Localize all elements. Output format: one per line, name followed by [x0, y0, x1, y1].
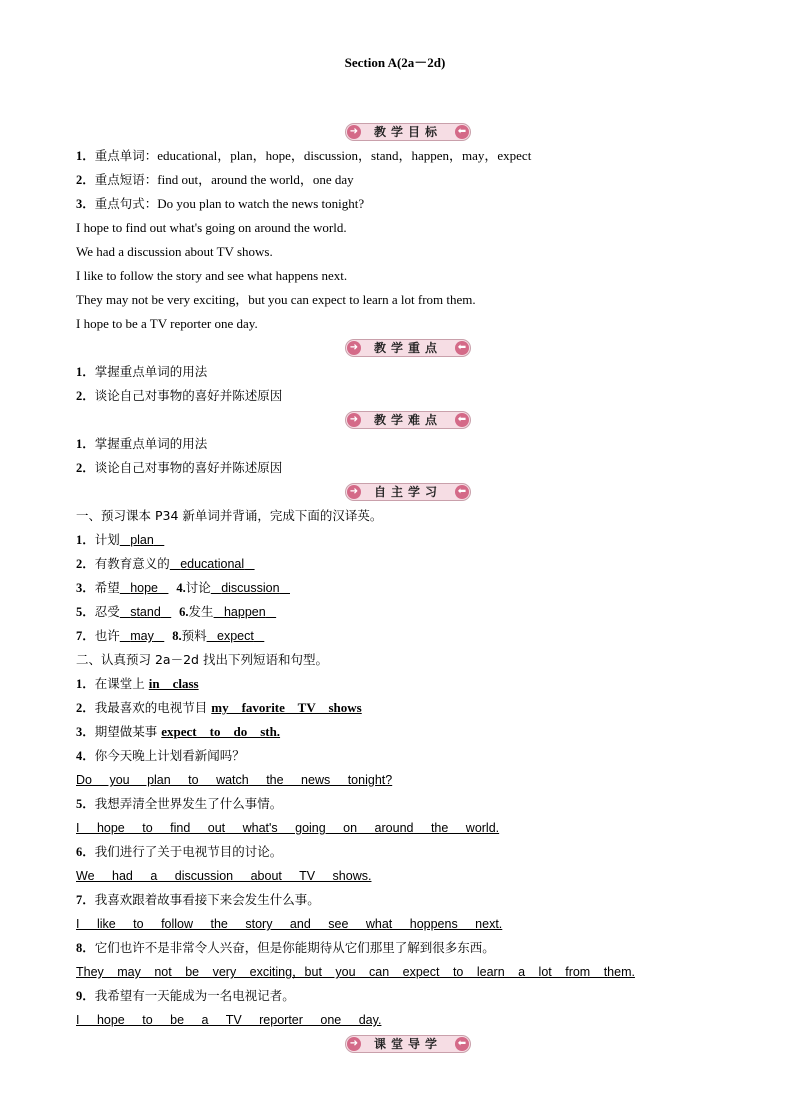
line-text: Do you plan to watch the news tonight? — [157, 196, 365, 211]
answer — [207, 629, 265, 643]
goal-line-3 — [76, 196, 364, 212]
line-label: 重点短语： — [94, 172, 158, 187]
line-number: 1． — [76, 365, 95, 379]
line-number: 4. — [176, 581, 186, 595]
line-number: 1． — [76, 149, 95, 163]
line-number: 2． — [76, 701, 95, 715]
key-point-2 — [76, 388, 282, 404]
key-point-1 — [76, 364, 207, 380]
sentence-answer-6: We had a discussion about TV shows. — [76, 869, 372, 883]
line-label: 重点句式： — [94, 196, 158, 211]
answer-text: stand — [130, 605, 161, 619]
sentence-prompt-9 — [76, 988, 295, 1004]
answer — [214, 605, 277, 619]
sentence-answer-4: Do you plan to watch the news tonight? — [76, 773, 393, 787]
banner-label: 教学难点 — [373, 413, 442, 427]
cn-prompt: 我喜欢跟着故事看接下来会发生什么事。 — [94, 892, 320, 907]
cn-prompt: 计划 — [94, 532, 120, 547]
line-number: 2． — [76, 461, 95, 475]
banner-label: 教学重点 — [373, 341, 442, 355]
arrow-left-icon: ⬅ — [455, 1037, 469, 1051]
answer-text: discussion — [221, 581, 280, 595]
arrow-left-icon: ⬅ — [455, 485, 469, 499]
answer-text: may — [130, 629, 154, 643]
arrow-right-icon: ➜ — [347, 485, 361, 499]
line-number: 3． — [76, 197, 95, 211]
sentence-answer-9: I hope to be a TV reporter one day. — [76, 1013, 382, 1027]
cn-prompt: 发生 — [188, 604, 214, 619]
line-number: 3． — [76, 581, 95, 595]
arrow-right-icon: ➜ — [347, 125, 361, 139]
sentence-prompt-4 — [76, 748, 245, 764]
answer — [120, 533, 164, 547]
line-text: 掌握重点单词的用法 — [94, 364, 208, 379]
banner-key-points — [345, 339, 471, 357]
cn-prompt: 忍受 — [94, 604, 120, 619]
line-number: 5． — [76, 605, 95, 619]
line-number: 2． — [76, 557, 95, 571]
answer — [120, 629, 164, 643]
difficulty-2 — [76, 460, 282, 476]
line-text: find out，around the world，one day — [157, 172, 354, 187]
cn-prompt: 也许 — [94, 628, 120, 643]
cn-prompt: 你今天晚上计划看新闻吗？ — [94, 748, 245, 763]
sentence-prompt-6 — [76, 844, 282, 860]
section-title: Section A(2a－2d) — [344, 55, 446, 70]
arrow-left-icon: ⬅ — [455, 125, 469, 139]
cn-prompt: 我想弄清全世界发生了什么事情。 — [94, 796, 283, 811]
goal-line-2 — [76, 172, 354, 188]
banner-difficulties — [345, 411, 471, 429]
vocab-item-7-8 — [76, 628, 264, 644]
line-text: 掌握重点单词的用法 — [94, 436, 208, 451]
line-number: 3． — [76, 725, 95, 739]
goal-sentence-2: We had a discussion about TV shows. — [76, 244, 273, 259]
answer-text: plan — [130, 533, 154, 547]
sentence-answer-7: I like to follow the story and see what hoppens next. — [76, 917, 503, 931]
answer — [120, 605, 171, 619]
sentence-prompt-8 — [76, 940, 495, 956]
cn-prompt: 期望做某事 — [94, 724, 158, 739]
line-number: 7． — [76, 893, 95, 907]
sentence-prompt-5 — [76, 796, 282, 812]
vocab-item-5-6 — [76, 604, 276, 620]
line-number: 2． — [76, 389, 95, 403]
goal-line-1 — [76, 148, 531, 164]
arrow-right-icon: ➜ — [347, 1037, 361, 1051]
phrase-item-2 — [76, 700, 362, 716]
line-number: 6. — [179, 605, 189, 619]
cn-prompt: 讨论 — [185, 580, 211, 595]
part1-heading: 一、预习课本 P34 新单词并背诵，完成下面的汉译英。 — [76, 508, 383, 523]
line-text: 谈论自己对事物的喜好并陈述原因 — [94, 388, 283, 403]
goal-sentence-4: They may not be very exciting，but you can expect to learn a lot from them. — [76, 292, 476, 307]
arrow-left-icon: ⬅ — [455, 413, 469, 427]
line-number: 1． — [76, 437, 95, 451]
banner-label: 课堂导学 — [373, 1037, 442, 1051]
arrow-right-icon: ➜ — [347, 341, 361, 355]
banner-self-study — [345, 483, 471, 501]
part2-heading: 二、认真预习 2a－2d 找出下列短语和句型。 — [76, 652, 328, 667]
line-number: 5． — [76, 797, 95, 811]
cn-prompt: 有教育意义的 — [94, 556, 170, 571]
answer-text: in class — [148, 676, 199, 691]
line-text: 谈论自己对事物的喜好并陈述原因 — [94, 460, 283, 475]
goal-sentence-3: I like to follow the story and see what happens next. — [76, 268, 348, 283]
cn-prompt: 我们进行了关于电视节目的讨论。 — [94, 844, 283, 859]
answer — [211, 581, 290, 595]
answer-text: expect to do sth. — [161, 724, 281, 739]
sentence-answer-5: I hope to find out what's going on around the world. — [76, 821, 500, 835]
answer-text: my favorite TV shows — [211, 700, 362, 715]
vocab-item-3-4 — [76, 580, 290, 596]
line-number: 1． — [76, 533, 95, 547]
answer — [120, 581, 169, 595]
line-number: 2． — [76, 173, 95, 187]
answer-text: hope — [130, 581, 159, 595]
arrow-right-icon: ➜ — [347, 413, 361, 427]
line-number: 9． — [76, 989, 95, 1003]
answer-text: happen — [223, 605, 266, 619]
cn-prompt: 预料 — [181, 628, 207, 643]
line-text: educational，plan，hope，discussion，stand，happen，may，expect — [157, 148, 532, 163]
cn-prompt: 它们也许不是非常令人兴奋，但是你能期待从它们那里了解到很多东西。 — [94, 940, 495, 955]
difficulty-1 — [76, 436, 207, 452]
vocab-item-2 — [76, 556, 255, 572]
banner-teaching-goals — [345, 123, 471, 141]
cn-prompt: 我希望有一天能成为一名电视记者。 — [94, 988, 295, 1003]
goal-sentence-1: I hope to find out what's going on around the world. — [76, 220, 347, 235]
sentence-prompt-7 — [76, 892, 320, 908]
vocab-item-1 — [76, 532, 164, 548]
line-number: 4． — [76, 749, 95, 763]
cn-prompt: 希望 — [94, 580, 120, 595]
line-number: 1． — [76, 677, 95, 691]
line-number: 7． — [76, 629, 95, 643]
cn-prompt: 在课堂上 — [94, 676, 145, 691]
line-number: 8. — [172, 629, 182, 643]
cn-prompt: 我最喜欢的电视节目 — [94, 700, 208, 715]
answer-text: expect — [217, 629, 254, 643]
answer-text: educational — [180, 557, 245, 571]
line-label: 重点单词： — [94, 148, 158, 163]
goal-sentence-5: I hope to be a TV reporter one day. — [76, 316, 258, 331]
banner-class-guide — [345, 1035, 471, 1053]
sentence-answer-8: They may not be very exciting，but you can expect to learn a lot from them. — [76, 965, 635, 979]
line-number: 6． — [76, 845, 95, 859]
banner-label: 自主学习 — [373, 485, 442, 499]
answer — [170, 557, 255, 571]
line-number: 8． — [76, 941, 95, 955]
phrase-item-3 — [76, 724, 280, 740]
phrase-item-1 — [76, 676, 199, 692]
arrow-left-icon: ⬅ — [455, 341, 469, 355]
banner-label: 教学目标 — [373, 125, 442, 139]
